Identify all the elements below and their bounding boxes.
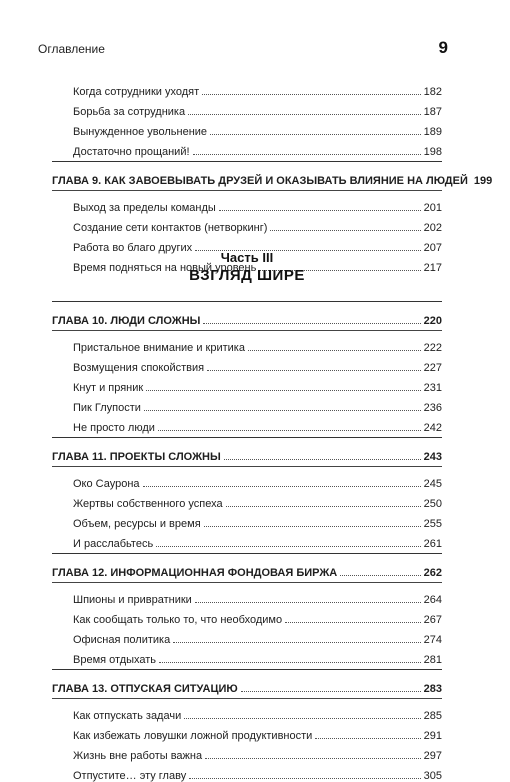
divider <box>52 669 442 670</box>
divider <box>52 330 442 331</box>
toc-entry: Как избежать ловушки ложной продуктивности 291 <box>73 730 442 742</box>
toc-chapter: ГЛАВА 9. КАК ЗАВОЕВЫВАТЬ ДРУЗЕЙ И ОКАЗЫВАТЬ ВЛИЯНИЕ НА ЛЮДЕЙ 199 <box>52 175 493 187</box>
divider <box>52 466 442 467</box>
toc-entry: Пик Глупости 236 <box>73 402 442 414</box>
toc-entry: Работа во благо других 207 <box>73 242 442 254</box>
toc-part-block <box>52 298 442 782</box>
toc-entry: Выход за пределы команды 201 <box>73 202 442 214</box>
running-title: Оглавление <box>38 42 105 56</box>
divider <box>52 553 442 554</box>
toc-entry: Как отпускать задачи 285 <box>73 710 442 722</box>
toc-chapter: ГЛАВА 12. ИНФОРМАЦИОННАЯ ФОНДОВАЯ БИРЖА 262 <box>52 567 442 579</box>
toc-entry: Время подняться на новый уровень 217 <box>73 262 442 274</box>
toc-entry: Офисная политика 274 <box>73 634 442 646</box>
page-header <box>38 38 448 60</box>
divider <box>52 301 442 302</box>
part-heading <box>52 250 442 284</box>
part-label: Часть III <box>220 250 274 265</box>
toc-entry: Достаточно прощаний! 198 <box>73 146 442 158</box>
toc-entry: Шпионы и привратники 264 <box>73 594 442 606</box>
toc-entry: Когда сотрудники уходят 182 <box>73 86 442 98</box>
toc-entry: Как сообщать только то, что необходимо 267 <box>73 614 442 626</box>
toc-top-block <box>52 78 493 274</box>
part-title: ВЗГЛЯД ШИРЕ <box>189 267 305 284</box>
toc-entry: Жизнь вне работы важна 297 <box>73 750 442 762</box>
toc-entry: Объем, ресурсы и время 255 <box>73 518 442 530</box>
toc-entry: Кнут и пряник 231 <box>73 382 442 394</box>
toc-entry: Не просто люди 242 <box>73 422 442 434</box>
toc-entry: Создание сети контактов (нетворкинг) 202 <box>73 222 442 234</box>
toc-entry: Вынужденное увольнение 189 <box>73 126 442 138</box>
toc-entry: Око Саурона 245 <box>73 478 442 490</box>
toc-chapter: ГЛАВА 10. ЛЮДИ СЛОЖНЫ 220 <box>52 315 442 327</box>
divider <box>52 190 442 191</box>
divider <box>52 161 442 162</box>
toc-chapter: ГЛАВА 13. ОТПУСКАЯ СИТУАЦИЮ 283 <box>52 683 442 695</box>
toc-entry: Возмущения спокойствия 227 <box>73 362 442 374</box>
divider <box>52 437 442 438</box>
toc-entry: Борьба за сотрудника 187 <box>73 106 442 118</box>
toc-entry: Отпустите… эту главу 305 <box>73 770 442 782</box>
toc-entry: И расслабьтесь 261 <box>73 538 442 550</box>
toc-entry: Время отдыхать 281 <box>73 654 442 666</box>
toc-chapter: ГЛАВА 11. ПРОЕКТЫ СЛОЖНЫ 243 <box>52 451 442 463</box>
divider <box>52 698 442 699</box>
page-number: 9 <box>438 38 448 57</box>
toc-entry: Жертвы собственного успеха 250 <box>73 498 442 510</box>
toc-entry: Пристальное внимание и критика 222 <box>73 342 442 354</box>
divider <box>52 582 442 583</box>
